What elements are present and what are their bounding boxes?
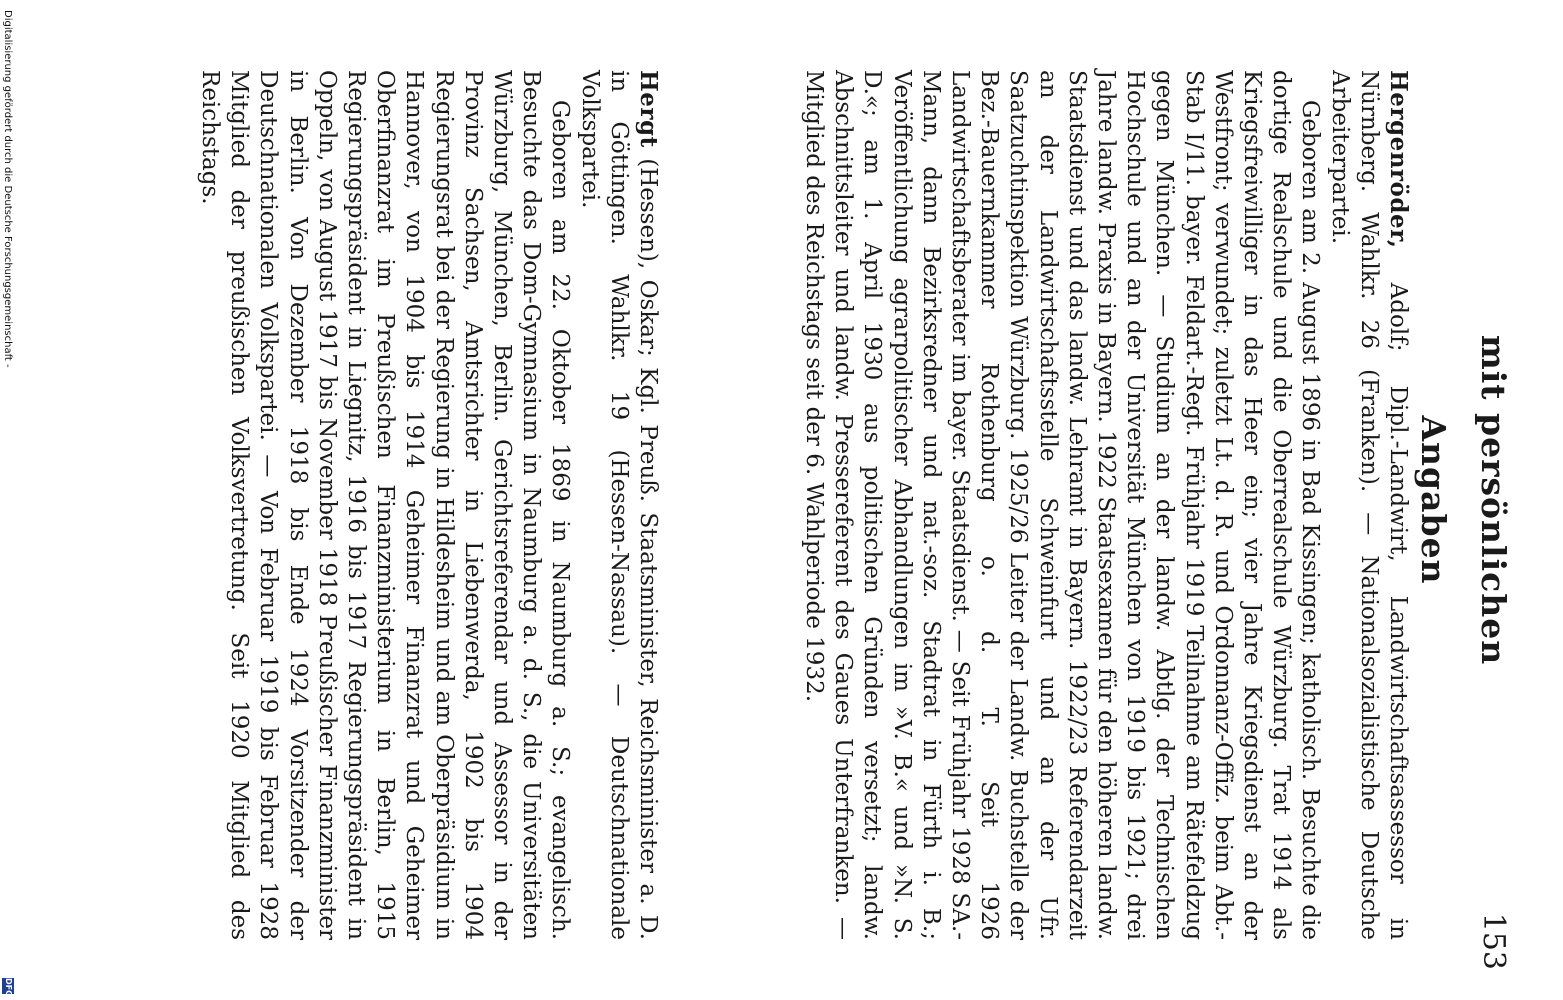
entry-name: Hergenröder,	[1385, 70, 1412, 249]
entry-body: Geboren am 22. Oktober 1869 in Naumburg a. S.; evangelisch. Besuchte das Dom-Gymnasium in Naumburg a. d. S., die Universitäten Würzburg, München, Berlin. Gerichtsreferendar und Assessor in der Provinz Sachsen, Amtsrichter in Liebenwerda, 1902 bis 1904 Regierungsrat bei der Regierung in Hildesheim und am Oberpräsidium in Hannover, von 1904 bis 1914 Geheimer Finanzrat und Geheimer Oberfinanzrat im Preußischen Finanzministerium in Berlin, 1915 Regierungspräsident in Liegnitz, 1916 bis 1917 Regierungspräsident in Oppeln, von August 1917 bis November 1918 Preußischer Finanzminister in Berlin. Von Dezember 1918 bis Ende 1924 Vorsitzender der Deutschnationalen Volkspartei. — Von Februar 1919 bis Februar 1928 Mitglied der preußischen Volksvertretung. Seit 1920 Mitglied des Reichstags.	[196, 70, 574, 940]
entry-intro: (Hessen), Oskar; Kgl. Preuß. Staatsminister, Reichsminister a. D. in Göttingen. Wahlkr. 19 (Hessen-Nassau). — Deutschnationale Volkspartei.	[576, 70, 661, 940]
entry-heading	[1324, 70, 1413, 940]
entry-heading	[574, 70, 663, 940]
entry-intro: Adolf; Dipl.-Landwirt, Landwirtschaftsassessor in Nürnberg. Wahlkr. 26 (Franken). — Nationalsozialistische Deutsche Arbeiterpartei.	[1326, 70, 1411, 940]
dfg-logo-icon: DFG	[4, 978, 13, 997]
page-header-title: mit persönlichen Angaben	[1414, 334, 1513, 666]
biography-entry-hergenroeder	[799, 70, 1413, 940]
page-number: 153	[1476, 912, 1511, 970]
entry-body: Geboren am 2. August 1896 in Bad Kissingen; katholisch. Besuchte die dortige Realschule und die Oberrealschule Würzburg. Trat 1914 als Kriegsfreiwilliger in das Heer ein; vier Jahre Kriegsdienst an der Westfront; verwundet; zuletzt Lt. d. R. und Ordonnanz-Offiz. beim Abt.-Stab I/11. bayer. Feldart.-Regt. Frühjahr 1919 Teilnahme am Rätefeldzug gegen München. — Studium an der landw. Abtlg. der Technischen Hochschule und an der Universität München von 1919 bis 1921; drei Jahre landw. Praxis in Bayern. 1922 Staatsexamen für den höheren landw. Staatsdienst und das landw. Lehramt in Bayern. 1922/23 Referendarzeit an der Landwirtschaftsstelle Schweinfurt und an der Ufr. Saatzuchtinspektion Würzburg. 1925/26 Leiter der Landw. Buchstelle der Bez.-Bauernkammer Rothenburg o. d. T. Seit 1926 Landwirtschaftsberater im bayer. Staatsdienst. — Seit Frühjahr 1928 SA.-Mann, dann Bezirksredner und nat.-soz. Stadtrat in Fürth i. B.; Veröffentlichung agrarpolitischer Abhandlungen im »V. B.« und »N. S. D.«; am 1. April 1930 aus politischen Gründen versetzt; landw. Abschnittsleiter und landw. Pressereferent des Gaues Unterfranken. — Mitglied des Reichstags seit der 6. Wahlperiode 1932.	[800, 70, 1324, 940]
digitization-credit-text: Digitalisierung gefördert durch die Deutsche Forschungsgemeinschaft -	[2, 10, 13, 368]
digitization-credit	[0, 0, 15, 1000]
biography-entry-hergt	[195, 70, 663, 940]
entry-name: Hergt	[635, 70, 662, 148]
